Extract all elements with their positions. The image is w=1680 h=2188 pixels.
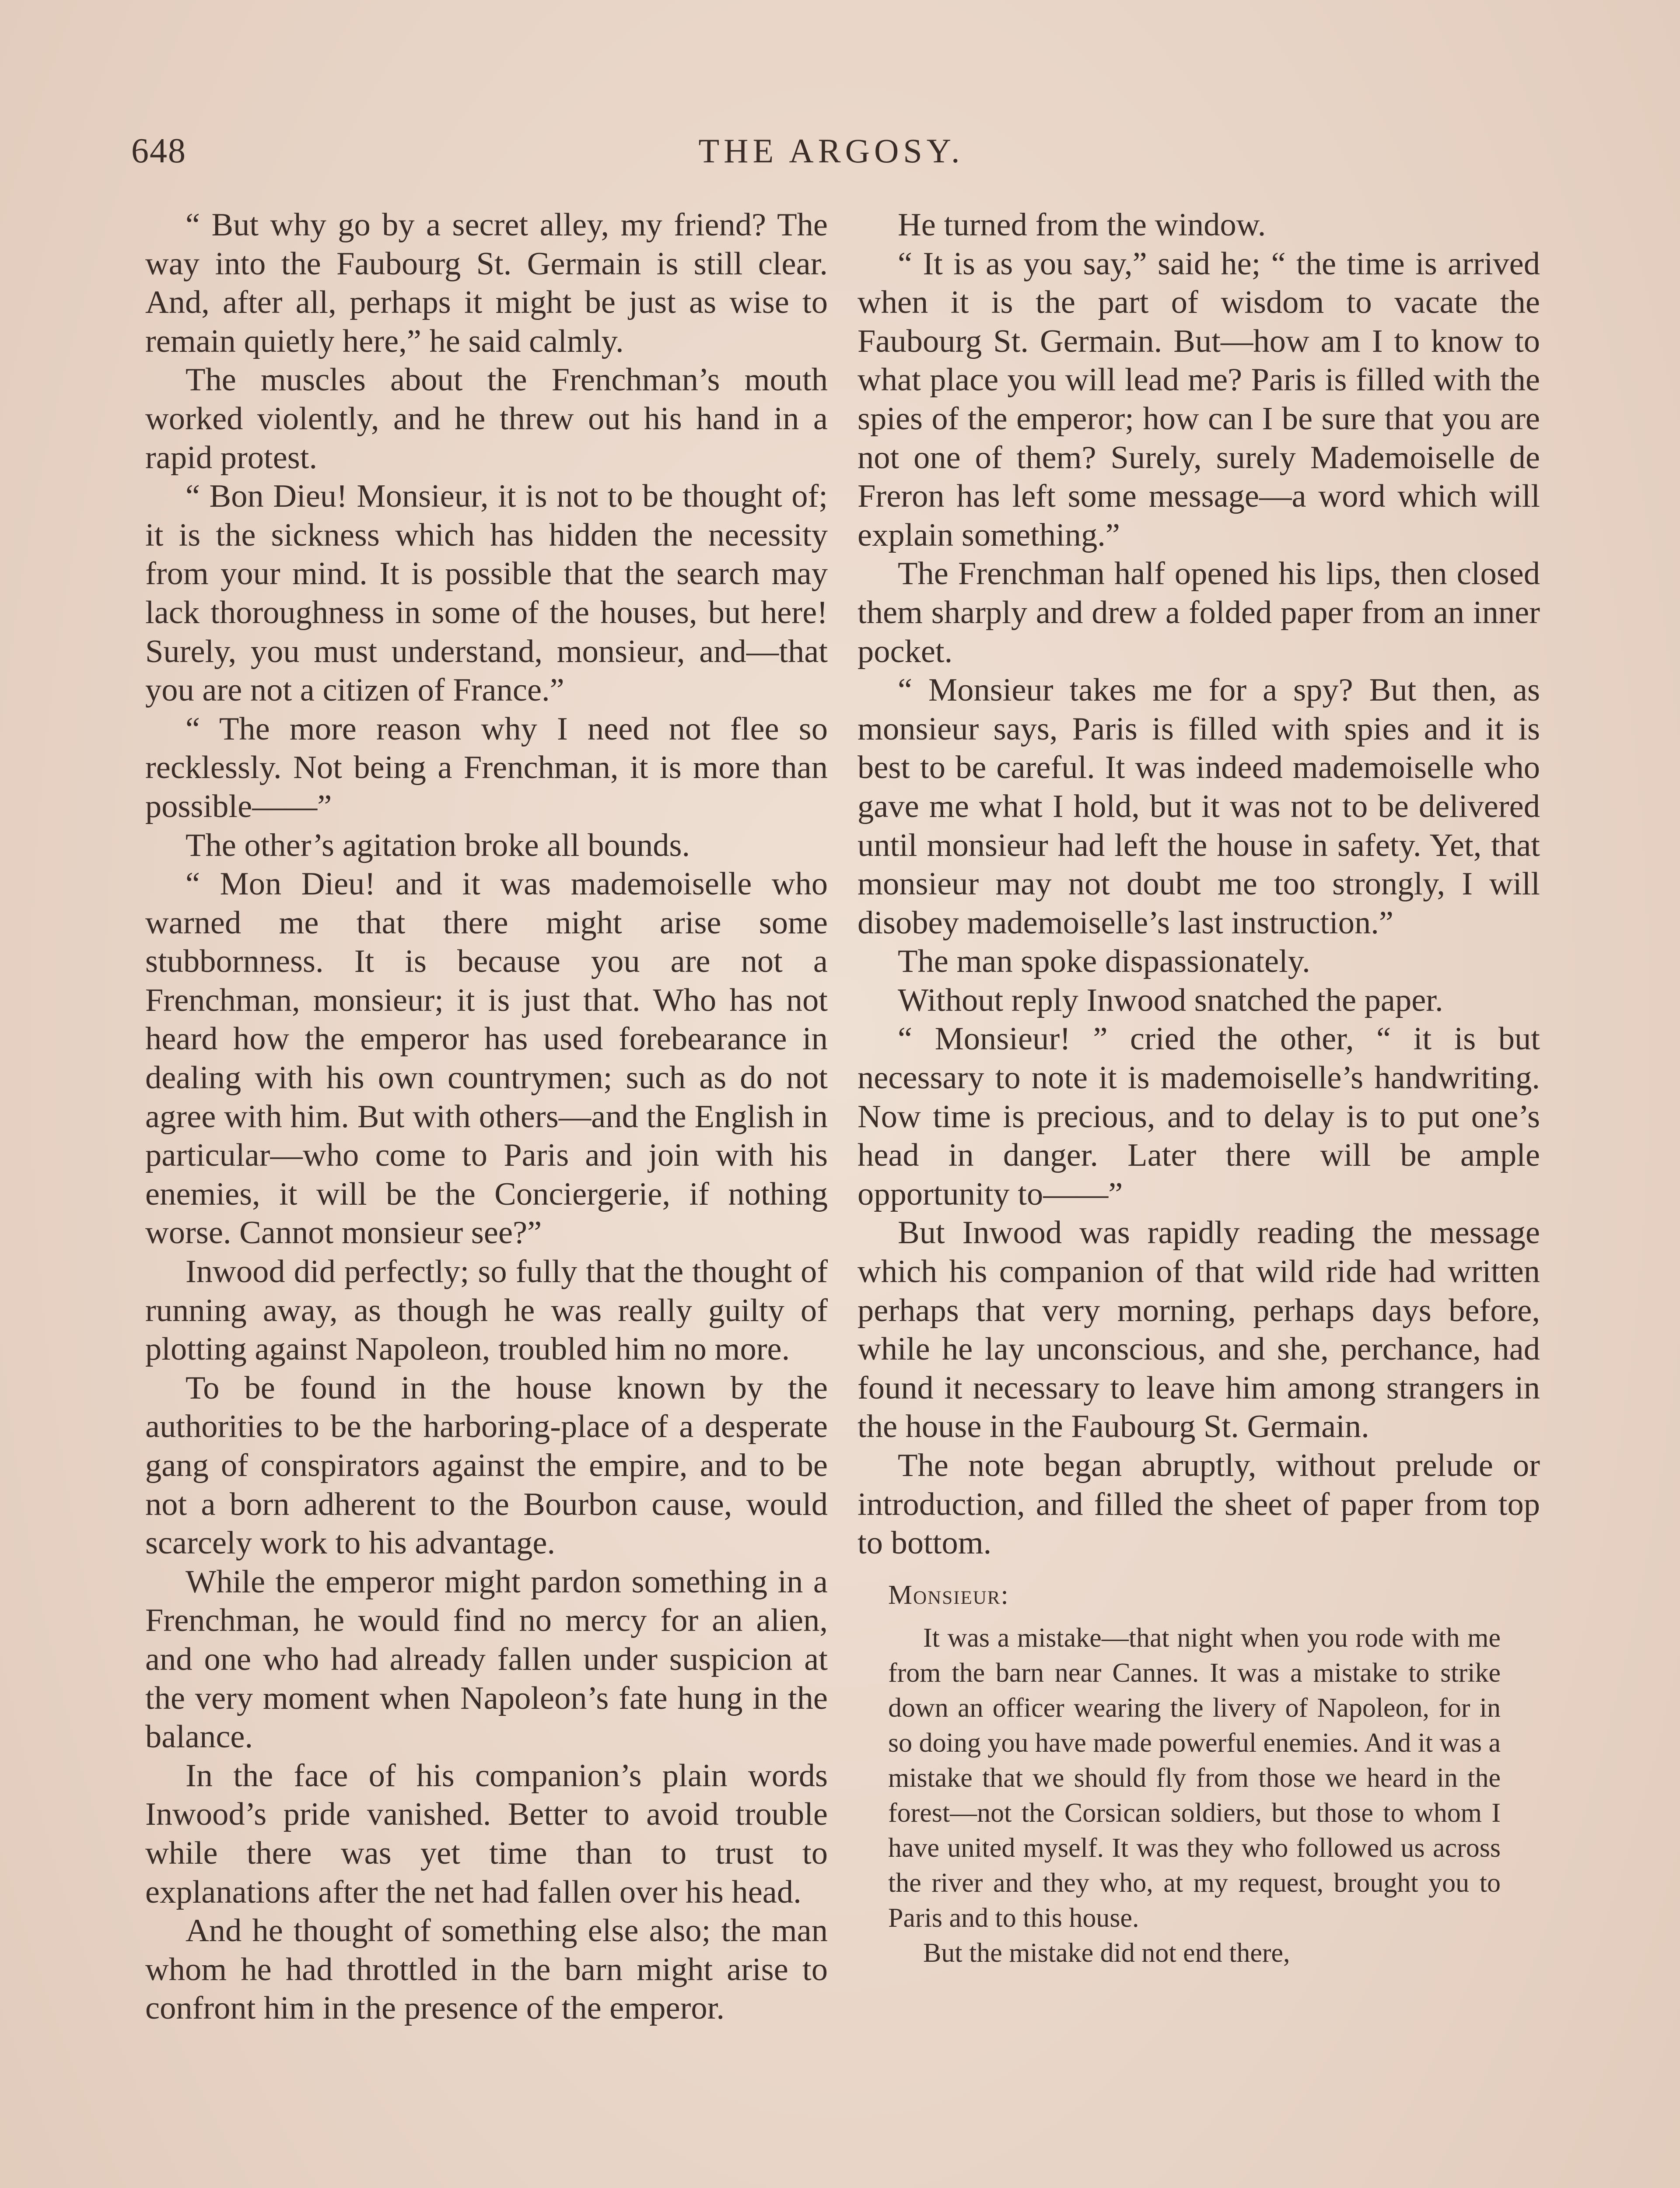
paragraph: The man spoke dispassionately. <box>898 943 1310 980</box>
paragraph: “ It is as you say,” said he; “ the time is arrived when it is the part of wisdom to vacate the Faubourg St. Germain. But—how am I to know to what place you will lead me? Paris is filled with the spies of the emperor; how can I be sure that you are not one of them? Surely, surely Mademoiselle de Freron has left some message—a word which will explain something.” <box>858 245 1540 553</box>
paragraph: “ The more reason why I need not flee so recklessly. Not being a Frenchman, it is more than possible——” <box>145 711 828 824</box>
paragraph: But Inwood was rapidly reading the message which his companion of that wild ride had written perhaps that very morning, perhaps days before, while he lay unconscious, and she, perchance, had found it necessary to leave him among strangers in the house in the Faubourg St. Germain. <box>858 1215 1540 1445</box>
right-column <box>858 206 1540 1971</box>
paragraph: “ But why go by a secret alley, my friend? The way into the Faubourg St. Germain is still clear. And, after all, perhaps it might be just as wise to remain quietly here,” he said calmly. <box>145 207 828 359</box>
page-number: 648 <box>131 132 186 170</box>
paragraph: Without reply Inwood snatched the paper. <box>898 982 1443 1018</box>
paragraph: The Frenchman half opened his lips, then closed them sharply and drew a folded paper from an inner pocket. <box>858 556 1540 670</box>
paragraph: While the emperor might pardon something in a Frenchman, he would find no mercy for an alien, and one who had already fallen under suspicion at the very moment when Napoleon’s fate hung in the balance. <box>145 1564 828 1755</box>
quoted-letter <box>888 1578 1501 1971</box>
paragraph: “ Bon Dieu! Monsieur, it is not to be thought of; it is the sickness which has hidden the necessity from your mind. It is possible that the search may lack thoroughness in some of the houses, but here! Surely, you must understand, monsieur, and—that you are not a citizen of France.” <box>145 478 828 708</box>
letter-paragraph: But the mistake did not end there, <box>923 1938 1290 1968</box>
paragraph: “ Monsieur takes me for a spy? But then, as monsieur says, Paris is filled with spies and it is best to be careful. It was indeed mademoiselle who gave me what I hold, but it was not to be delivered until monsieur had left the house in safety. Yet, that monsieur may not doubt me too strongly, I will disobey mademoiselle’s last instruction.” <box>858 672 1540 941</box>
running-title: THE ARGOSY. <box>698 132 964 170</box>
paragraph: And he thought of something else also; the man whom he had throttled in the barn might arise to confront him in the presence of the emperor. <box>145 1913 828 2027</box>
paragraph: In the face of his companion’s plain words Inwood’s pride vanished. Better to avoid trouble while there was yet time than to trust to explanations after the net had fallen over his head. <box>145 1757 828 1910</box>
letter-paragraph: It was a mistake—that night when you rode with me from the barn near Cannes. It was a mistake to strike down an officer wearing the livery of Napoleon, for in so doing you have made powerful enemies. And it was a mistake that we should fly from those we heard in the forest—not the Corsican soldiers, but those to whom I have united myself. It was they who followed us across the river and they who, at my request, brought you to Paris and to this house. <box>888 1623 1501 1933</box>
left-column <box>145 206 828 2028</box>
letter-salutation: Monsieur: <box>888 1580 1009 1610</box>
paragraph: He turned from the window. <box>898 207 1266 243</box>
paragraph: The note began abruptly, without prelude or introduction, and filled the sheet of paper from top to bottom. <box>858 1448 1540 1561</box>
paragraph: “ Mon Dieu! and it was mademoiselle who warned me that there might arise some stubbornness. It is because you are not a Frenchman, monsieur; it is just that. Who has not heard how the emperor has used forebearance in dealing with his own countrymen; such as do not agree with him. But with others—and the English in particular—who come to Paris and join with his enemies, it will be the Conciergerie, if nothing worse. Cannot monsieur see?” <box>145 866 828 1251</box>
paragraph: Inwood did perfectly; so fully that the thought of running away, as though he was really guilty of plotting against Napoleon, troubled him no more. <box>145 1254 828 1368</box>
paragraph: The muscles about the Frenchman’s mouth worked violently, and he threw out his hand in a rapid protest. <box>145 362 828 476</box>
paragraph: The other’s agitation broke all bounds. <box>186 827 690 863</box>
paragraph: “ Monsieur! ” cried the other, “ it is but necessary to note it is mademoiselle’s handwriting. Now time is precious, and to delay is to put one’s head in danger. Later there will be ample opportunity to——” <box>858 1021 1540 1212</box>
page-header <box>131 131 1531 179</box>
paragraph: To be found in the house known by the authorities to be the harboring-place of a desperate gang of conspirators against the empire, and to be not a born adherent to the Bourbon cause, would scarcely work to his advantage. <box>145 1370 828 1561</box>
